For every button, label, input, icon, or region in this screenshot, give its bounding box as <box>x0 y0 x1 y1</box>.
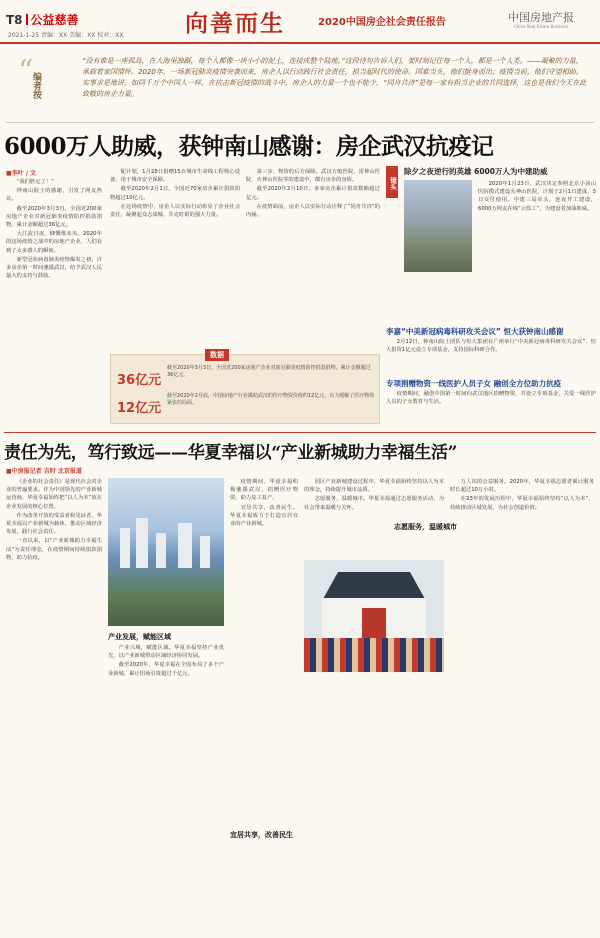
sidebar-feature <box>386 166 596 430</box>
article1-col2: 配计划，1月28日捐赠15台城市生命线工程核心设备，用于城市安全保障。 截至2020年2月1日，全国近70家房企累计捐款捐物超过10亿元。 在这场疫情中，房企人以实际行动彰显了企业社会责任，凝聚起众志成城、共克时艰的强大力量。 <box>110 169 240 219</box>
article1-byline: ■李叶 / 文 <box>6 170 37 177</box>
article1-col3: 第三步，物资的后方保障。武汉方舱医院、雷神山医院、火神山医院等的建设中，都有房企的身影。 截至2020年2月10日，多家房企累计捐款数额超过亿元。 在疫情面前，房企人以实际行动诠释了“同舟共济”的内涵。 <box>246 169 380 219</box>
masthead <box>0 0 600 45</box>
article2-byline: ■中房报记者 吉时 北京报道 <box>6 468 82 475</box>
data-box <box>110 351 380 424</box>
issue-date: 2021-1-25 责编：XX 美编：XX 校对：XX <box>8 32 124 39</box>
building <box>178 523 192 568</box>
divider <box>4 432 596 433</box>
article1-headline: 6000万人助威，获钟南山感谢：房企武汉抗疫记 <box>4 133 494 160</box>
newspaper-logo-en: China Real Estate Business <box>514 24 569 29</box>
article2-col1: 《企业的社会责任》是现代社会对企业的普遍要求。作为中国领先的产业新城运营商，华夏幸福始终把“以人为本”放在企业发展的核心位置。 作为改革开放的受益者和见证者，华夏幸福以产业新城为载体，推动区域经济发展，践行社会责任。 一直以来，以“产业新城助力幸福生活”为责任理念，在疫情期间持续捐款捐物，助力抗疫。 <box>6 479 102 561</box>
masthead-rule <box>0 42 600 44</box>
section-name: 公益慈善 <box>30 13 79 27</box>
page-divider <box>26 14 28 25</box>
article2-headline: 责任为先，笃行致远——华夏幸福以“产业新城助力幸福生活” <box>4 443 458 463</box>
building <box>136 518 148 568</box>
article2-col4: 园区产业新城建设过程中，华夏幸福始终坚持以人为本的理念，持续提升城市品质。 志愿服务，温暖城市。华夏幸福通过志愿服务活动，为社会带来温暖与关怀。 <box>304 479 444 511</box>
editor-note-body: “没有谁是一座孤岛，在大海里独踞，每个人都像一块小小的泥土，连接成整个陆地。”这段诗句告诉人们，要时刻记住每一个人，都是一个人类。——凝聚的力量，承载着家国情怀。2020年，一场新冠肺炎疫情突袭而来，房企人以行动践行社会责任，担当起时代的使命。国难当头，他们挺身而出；疫情当前，他们守望相助。实事求是地讲，如同千万个中国人一样，在抗击新冠疫情的战斗中，房企人的力量一个也不能少，“同舟共济”是每一家有担当企业的共同选择，这也是我们今天在此致敬的房企力量。 <box>82 57 587 98</box>
editor-note <box>6 50 594 120</box>
sidebar-subhead-2: 专项捐赠物资一线医护人员子女 融创全方位助力抗疫 <box>386 379 562 388</box>
hospital-photo <box>404 180 472 272</box>
building <box>156 533 166 568</box>
quote-mark-icon: “ <box>18 54 34 89</box>
sidebar-tag: 镜头 <box>386 166 398 198</box>
article2-col5: 万人次的公益服务。2020年，华夏幸福志愿者累计服务时长超过10万小时。 在23年的发展历程中，华夏幸福始终坚持“以人为本”，持续推动区域发展，为社会创造价值。 <box>450 479 594 511</box>
subhead-industry: 产业发展，赋能区域 <box>108 633 171 641</box>
data-text: 截至2020年3月3日，全国近200家房地产企业对新冠肺炎疫情防控捐款捐物，累计金额超过36亿元。 <box>167 365 371 378</box>
slogan-title: 向善而生 <box>185 10 285 37</box>
sidebar-title: 除夕之夜逆行的英雄 6000万人为中建助威 <box>404 167 548 176</box>
subhead-volunteer: 志愿服务，温暖城市 <box>394 523 457 531</box>
article2-col3: 疫情期间，华夏幸福积极驰援武汉，捐赠医疗物资，助力复工复产。 宜居共享，改善民生。华夏幸福致力于打造宜居宜业的产业新城。 <box>230 479 298 528</box>
divider <box>6 122 594 123</box>
page-number: T8 公益慈善 <box>6 13 79 27</box>
sidebar-text-3: 疫情期间，融创中国第一时间向武汉地区捐赠物资，并设立专项基金，关爱一线医护人员的子女教育与生活。 <box>386 391 596 406</box>
new-city-photo <box>108 478 224 626</box>
sidebar-subhead-1: 李嘉“中美新冠病毒科研攻关会议” 恒大获钟南山感谢 <box>386 327 564 336</box>
sidebar-text-1: 2020年1月23日，武汉决定参照北京小汤山医院模式建设火神山医院，计划于2月1日建成，3日交付使用。中建三局牵头，连夜开工建设，6000万网友在线“云监工”，为建设者加油助威。 <box>478 181 596 212</box>
building <box>200 536 210 568</box>
data-value: 12亿元 <box>117 401 162 416</box>
report-title: 2020中国房企社会责任报告 <box>318 17 446 28</box>
article2-col2: 产业兴城，赋能区域。华夏幸福坚持产业优先，以产业新城带动区域经济协同发展。 截至2020年，华夏幸福在全国布局了多个产业新城，累计招商引资超过千亿元。 <box>108 645 224 677</box>
volunteer-photo <box>304 560 444 672</box>
subhead-livelihood: 宜居共享，改善民生 <box>230 831 293 839</box>
data-value: 36亿元 <box>117 373 162 388</box>
volunteer-group <box>304 638 444 672</box>
building-door <box>362 608 386 638</box>
editor-note-label: 编者按 <box>31 72 41 99</box>
data-tag: 数据 <box>205 349 229 361</box>
data-text: 截至2020年2月底，中国房地产行业援助武汉的医疗物资价值约12亿元，有力缓解了医疗物资紧张的局面。 <box>167 393 375 406</box>
newspaper-logo: 中国房地产报 <box>508 11 574 24</box>
building-roof <box>314 572 434 598</box>
article1-col1: “我们胜定了！” 钟南山院士的感谢，引发了网友热议。 截至2020年3月3日，全国近200家房地产企业对新冠肺炎疫情防控捐款捐物，累计金额超过36亿元。 大江流日夜，慷慨歌未央。2020年的这场疫情之战中的房地产企业，人们看到了太多感人的瞬间。 新型冠状病毒肺炎疫情爆发之初，许多房企第一时间驰援武汉，给予武汉人民最大的支持与鼓励。 <box>6 179 102 280</box>
building <box>120 528 130 568</box>
sidebar-text-2: 2月12日，钟南山院士团队与恒大集团在广州举行“中美新冠病毒科研攻关会议”，恒大捐资1亿元设立专项基金，支持国际科研合作。 <box>386 339 596 354</box>
